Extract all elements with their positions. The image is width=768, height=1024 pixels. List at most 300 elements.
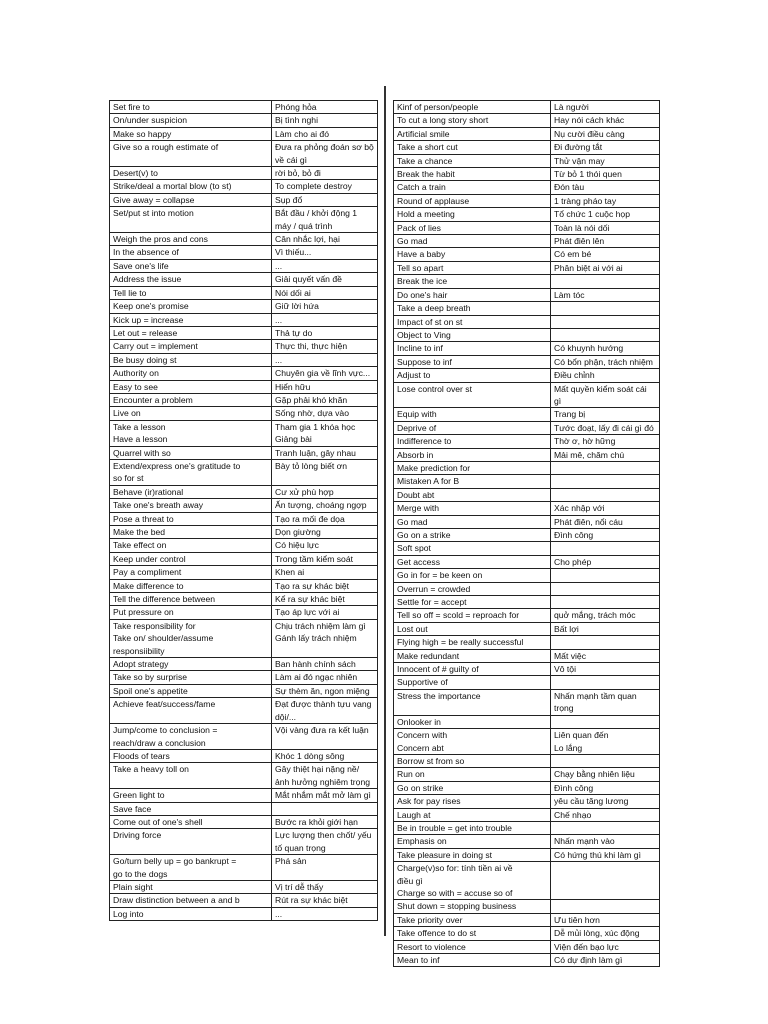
vietnamese-meaning-cell bbox=[551, 288, 660, 301]
english-phrase-cell bbox=[394, 596, 551, 609]
vocab-row bbox=[110, 684, 378, 697]
english-phrase-cell bbox=[394, 275, 551, 288]
vietnamese-meaning-cell bbox=[551, 275, 660, 288]
english-phrase-cell bbox=[394, 127, 551, 140]
english-phrase-cell bbox=[394, 781, 551, 794]
english-phrase-cell bbox=[394, 221, 551, 234]
english-phrase: Object to Ving bbox=[397, 329, 451, 340]
vietnamese-meaning: Từ bỏ 1 thói quen bbox=[554, 169, 622, 180]
english-phrase-cell bbox=[110, 485, 272, 498]
vocab-row bbox=[110, 907, 378, 920]
english-phrase: Make so happy bbox=[113, 128, 172, 139]
english-phrase: Go on a strike bbox=[397, 530, 451, 540]
english-phrase-cell bbox=[394, 141, 551, 154]
vietnamese-meaning: Ưu tiên hơn bbox=[554, 914, 600, 925]
vietnamese-meaning: Thờ ơ, hờ hững bbox=[554, 436, 616, 447]
vocab-row bbox=[394, 248, 660, 261]
vocab-row bbox=[394, 795, 660, 808]
vocab-row bbox=[394, 328, 660, 341]
vocab-row bbox=[110, 114, 378, 127]
vietnamese-meaning: Thả tự do bbox=[275, 327, 313, 338]
vietnamese-meaning: Gây thiệt hại nặng nề/ ảnh hưởng nghiêm trọng bbox=[275, 764, 371, 787]
vocab-row bbox=[394, 448, 660, 461]
vocab-row bbox=[394, 754, 660, 767]
vietnamese-meaning-cell bbox=[551, 940, 660, 953]
vietnamese-meaning: Chế nhạo bbox=[554, 809, 592, 820]
vietnamese-meaning-cell bbox=[272, 380, 378, 393]
english-phrase-cell bbox=[394, 382, 551, 408]
english-phrase: Kinf of person/people bbox=[397, 102, 479, 112]
vietnamese-meaning: Ấn tượng, choáng ngợp bbox=[275, 500, 367, 511]
english-phrase: Take a lesson Have a lesson bbox=[113, 421, 168, 445]
vietnamese-meaning-cell bbox=[551, 221, 660, 234]
vocab-row bbox=[394, 194, 660, 207]
english-phrase: Stress the importance bbox=[397, 690, 481, 701]
vietnamese-meaning-cell bbox=[551, 502, 660, 515]
vietnamese-meaning-cell bbox=[551, 848, 660, 861]
vietnamese-meaning-cell bbox=[272, 353, 378, 366]
vietnamese-meaning: ... bbox=[275, 354, 283, 365]
vocab-row bbox=[394, 940, 660, 953]
english-phrase: Green light to bbox=[113, 790, 165, 801]
vocab-row bbox=[110, 763, 378, 789]
vocab-row bbox=[110, 815, 378, 828]
vocabulary-table-right-body bbox=[394, 101, 660, 967]
english-phrase-cell bbox=[110, 552, 272, 565]
vocab-row bbox=[110, 526, 378, 539]
english-phrase: Innocent of # guilty of bbox=[397, 664, 479, 675]
vocab-row bbox=[394, 127, 660, 140]
english-phrase-cell bbox=[394, 114, 551, 127]
english-phrase: Lost out bbox=[397, 623, 428, 634]
english-phrase-cell bbox=[110, 658, 272, 671]
vietnamese-meaning-cell bbox=[272, 141, 378, 167]
english-phrase-cell bbox=[110, 459, 272, 485]
vietnamese-meaning-cell bbox=[551, 768, 660, 781]
vocab-row bbox=[110, 499, 378, 512]
vietnamese-meaning: Có hứng thú khi làm gì bbox=[554, 849, 641, 860]
english-phrase: Break the ice bbox=[397, 276, 448, 287]
english-phrase-cell bbox=[394, 461, 551, 474]
vietnamese-meaning-cell bbox=[272, 180, 378, 193]
vietnamese-meaning: Lực lượng then chốt/ yếu tố quan trọng bbox=[275, 830, 372, 853]
english-phrase-cell bbox=[394, 248, 551, 261]
vocab-row bbox=[394, 862, 660, 900]
english-phrase: Quarrel with so bbox=[113, 447, 171, 458]
vietnamese-meaning: Tổ chức 1 cuộc họp bbox=[554, 209, 630, 220]
english-phrase-cell bbox=[394, 194, 551, 207]
vietnamese-meaning-cell bbox=[272, 273, 378, 286]
vocab-row bbox=[394, 622, 660, 635]
english-phrase: Pose a threat to bbox=[113, 513, 174, 524]
english-phrase: Set/put st into motion bbox=[113, 208, 194, 219]
vocab-row bbox=[110, 259, 378, 272]
english-phrase: Behave (ir)rational bbox=[113, 486, 184, 497]
vietnamese-meaning-cell bbox=[551, 141, 660, 154]
vocabulary-table-left-body bbox=[110, 101, 378, 921]
english-phrase-cell bbox=[394, 715, 551, 728]
vietnamese-meaning: Dễ mủi lòng, xúc động bbox=[554, 928, 640, 939]
english-phrase: Adopt strategy bbox=[113, 659, 169, 670]
vocab-row bbox=[394, 315, 660, 328]
english-phrase: On/under suspicion bbox=[113, 115, 188, 126]
english-phrase-cell bbox=[110, 880, 272, 893]
vietnamese-meaning-cell bbox=[272, 420, 378, 446]
vietnamese-meaning-cell bbox=[551, 913, 660, 926]
english-phrase-cell bbox=[110, 499, 272, 512]
english-phrase: Charge(v)so for: tính tiền ai về điều gì Charge so with = accuse so of bbox=[397, 863, 513, 898]
vietnamese-meaning-cell bbox=[551, 609, 660, 622]
english-phrase: Make redundant bbox=[397, 650, 460, 661]
english-phrase: Take offence to do st bbox=[397, 928, 477, 939]
vocab-row bbox=[110, 326, 378, 339]
vietnamese-meaning: Rút ra sự khác biệt bbox=[275, 895, 348, 906]
vocab-row bbox=[394, 821, 660, 834]
vietnamese-meaning: yêu cầu tăng lương bbox=[554, 796, 629, 807]
english-phrase-cell bbox=[394, 900, 551, 913]
english-phrase: Adjust to bbox=[397, 370, 431, 381]
vietnamese-meaning-cell bbox=[551, 622, 660, 635]
vocab-row bbox=[110, 552, 378, 565]
vocab-row bbox=[394, 475, 660, 488]
vocab-row bbox=[110, 749, 378, 762]
vocab-row bbox=[394, 168, 660, 181]
vietnamese-meaning-cell bbox=[272, 619, 378, 657]
vocab-row bbox=[394, 435, 660, 448]
english-phrase: Take priority over bbox=[397, 914, 463, 925]
english-phrase: Deprive of bbox=[397, 422, 437, 433]
english-phrase-cell bbox=[110, 180, 272, 193]
vietnamese-meaning-cell bbox=[551, 154, 660, 167]
vocab-row bbox=[394, 689, 660, 715]
english-phrase-cell bbox=[110, 259, 272, 272]
vietnamese-meaning-cell bbox=[272, 802, 378, 815]
vocab-row bbox=[110, 446, 378, 459]
english-phrase: Pack of lies bbox=[397, 222, 441, 233]
english-phrase: Take responsibility for Take on/ shoulder/assume responsiibility bbox=[113, 620, 214, 656]
vietnamese-meaning-cell bbox=[551, 208, 660, 221]
english-phrase: Save face bbox=[113, 803, 152, 814]
vietnamese-meaning-cell bbox=[551, 328, 660, 341]
vietnamese-meaning: Nhấn mạnh vào bbox=[554, 836, 615, 847]
english-phrase-cell bbox=[110, 907, 272, 920]
english-phrase-cell bbox=[394, 154, 551, 167]
english-phrase: Take so by surprise bbox=[113, 672, 188, 683]
vietnamese-meaning: Liên quan đến Lo lắng bbox=[554, 730, 609, 753]
vocab-row bbox=[110, 193, 378, 206]
vietnamese-meaning-cell bbox=[272, 340, 378, 353]
vietnamese-meaning-cell bbox=[551, 715, 660, 728]
english-phrase-cell bbox=[394, 609, 551, 622]
english-phrase-cell bbox=[394, 181, 551, 194]
english-phrase-cell bbox=[394, 235, 551, 248]
english-phrase: Set fire to bbox=[113, 102, 150, 112]
english-phrase: Round of applause bbox=[397, 195, 470, 206]
english-phrase: Make the bed bbox=[113, 527, 166, 537]
vocab-row bbox=[110, 127, 378, 140]
vietnamese-meaning-cell bbox=[272, 193, 378, 206]
english-phrase: Break the habit bbox=[397, 169, 455, 180]
vietnamese-meaning-cell bbox=[551, 248, 660, 261]
english-phrase: Doubt abt bbox=[397, 489, 435, 500]
vietnamese-meaning-cell bbox=[272, 101, 378, 114]
vietnamese-meaning: Dọn giường bbox=[275, 527, 321, 537]
english-phrase-cell bbox=[394, 582, 551, 595]
english-phrase-cell bbox=[394, 954, 551, 967]
vietnamese-meaning-cell bbox=[272, 658, 378, 671]
vocab-row bbox=[110, 539, 378, 552]
english-phrase: Flying high = be really successful bbox=[397, 637, 524, 648]
english-phrase-cell bbox=[110, 606, 272, 619]
vietnamese-meaning-cell bbox=[272, 698, 378, 724]
english-phrase-cell bbox=[394, 676, 551, 689]
english-phrase: Hold a meeting bbox=[397, 209, 455, 220]
english-phrase: Take a deep breath bbox=[397, 303, 471, 314]
vietnamese-meaning-cell bbox=[272, 684, 378, 697]
vietnamese-meaning: Đưa ra phỏng đoán sơ bộ về cái gì bbox=[275, 142, 374, 165]
english-phrase-cell bbox=[394, 168, 551, 181]
vietnamese-meaning-cell bbox=[551, 408, 660, 421]
vocab-row bbox=[394, 369, 660, 382]
english-phrase-cell bbox=[110, 789, 272, 802]
english-phrase-cell bbox=[110, 127, 272, 140]
vocab-row bbox=[394, 382, 660, 408]
english-phrase-cell bbox=[394, 421, 551, 434]
vietnamese-meaning: Nụ cười điều càng bbox=[554, 128, 625, 139]
vietnamese-meaning-cell bbox=[272, 880, 378, 893]
vocabulary-table-left bbox=[109, 100, 378, 921]
vietnamese-meaning-cell bbox=[551, 315, 660, 328]
english-phrase-cell bbox=[110, 684, 272, 697]
english-phrase-cell bbox=[394, 636, 551, 649]
english-phrase-cell bbox=[394, 663, 551, 676]
vocab-row bbox=[394, 555, 660, 568]
english-phrase: Supportive of bbox=[397, 677, 448, 688]
vietnamese-meaning-cell bbox=[272, 724, 378, 750]
vietnamese-meaning-cell bbox=[551, 448, 660, 461]
vietnamese-meaning-cell bbox=[272, 749, 378, 762]
vietnamese-meaning: Đình công bbox=[554, 530, 594, 540]
english-phrase-cell bbox=[394, 729, 551, 755]
vietnamese-meaning-cell bbox=[272, 566, 378, 579]
vocab-row bbox=[394, 221, 660, 234]
english-phrase: Run on bbox=[397, 769, 425, 780]
vocab-row bbox=[110, 313, 378, 326]
vocab-row bbox=[394, 235, 660, 248]
english-phrase-cell bbox=[394, 689, 551, 715]
english-phrase: Take one's breath away bbox=[113, 500, 204, 511]
english-phrase: Let out = release bbox=[113, 327, 178, 338]
vietnamese-meaning-cell bbox=[272, 763, 378, 789]
vocab-row bbox=[110, 619, 378, 657]
vietnamese-meaning: Mải mê, chăm chú bbox=[554, 449, 625, 460]
vietnamese-meaning: Bước ra khỏi giới hạn bbox=[275, 816, 358, 827]
vietnamese-meaning: Sụp đổ bbox=[275, 194, 303, 205]
english-phrase: Resort to violence bbox=[397, 941, 466, 952]
english-phrase-cell bbox=[110, 353, 272, 366]
vocab-row bbox=[110, 566, 378, 579]
vietnamese-meaning: Gặp phải khó khăn bbox=[275, 394, 348, 405]
english-phrase-cell bbox=[110, 367, 272, 380]
vietnamese-meaning-cell bbox=[551, 369, 660, 382]
english-phrase: Plain sight bbox=[113, 881, 153, 892]
english-phrase-cell bbox=[110, 698, 272, 724]
vietnamese-meaning: rời bỏ, bỏ đi bbox=[275, 168, 321, 179]
vietnamese-meaning-cell bbox=[551, 114, 660, 127]
english-phrase-cell bbox=[394, 529, 551, 542]
vietnamese-meaning: Nhấn mạnh tầm quan trọng bbox=[554, 690, 637, 714]
english-phrase-cell bbox=[110, 671, 272, 684]
vietnamese-meaning-cell bbox=[551, 781, 660, 794]
vietnamese-meaning-cell bbox=[551, 795, 660, 808]
english-phrase: Do one's hair bbox=[397, 289, 448, 300]
english-phrase: Artificial smile bbox=[397, 128, 450, 139]
english-phrase-cell bbox=[110, 566, 272, 579]
vietnamese-meaning-cell bbox=[272, 367, 378, 380]
vietnamese-meaning: Vì thiếu... bbox=[275, 247, 312, 258]
vietnamese-meaning: Chạy bằng nhiên liệu bbox=[554, 769, 635, 780]
english-phrase: Lose control over st bbox=[397, 383, 472, 394]
vocab-row bbox=[110, 593, 378, 606]
english-phrase-cell bbox=[110, 512, 272, 525]
vocab-row bbox=[394, 154, 660, 167]
vocab-row bbox=[394, 342, 660, 355]
vietnamese-meaning-cell bbox=[272, 894, 378, 907]
vocab-row bbox=[110, 180, 378, 193]
english-phrase-cell bbox=[394, 101, 551, 114]
english-phrase-cell bbox=[394, 835, 551, 848]
vietnamese-meaning: Đạt được thành tựu vang dội/... bbox=[275, 699, 372, 722]
english-phrase: Live on bbox=[113, 408, 141, 419]
english-phrase-cell bbox=[394, 515, 551, 528]
vietnamese-meaning: Có hiệu lực bbox=[275, 540, 319, 551]
vocab-row bbox=[110, 829, 378, 855]
vietnamese-meaning-cell bbox=[272, 259, 378, 272]
vietnamese-meaning-cell bbox=[551, 835, 660, 848]
vietnamese-meaning: Đình công bbox=[554, 782, 594, 793]
vocab-row bbox=[110, 698, 378, 724]
vietnamese-meaning-cell bbox=[272, 446, 378, 459]
vietnamese-meaning: Có dự định làm gì bbox=[554, 955, 623, 965]
english-phrase: Settle for = accept bbox=[397, 597, 467, 608]
english-phrase: Get access bbox=[397, 556, 440, 567]
vietnamese-meaning-cell bbox=[551, 729, 660, 755]
vietnamese-meaning: 1 tràng pháo tay bbox=[554, 195, 617, 206]
vietnamese-meaning: Chịu trách nhiệm làm gì Gánh lấy trách nhiệm bbox=[275, 620, 366, 644]
vocabulary-table-right bbox=[393, 100, 660, 967]
vocab-row bbox=[394, 663, 660, 676]
vocab-row bbox=[110, 658, 378, 671]
vietnamese-meaning-cell bbox=[551, 181, 660, 194]
english-phrase-cell bbox=[394, 555, 551, 568]
vietnamese-meaning: Phân biệt ai với ai bbox=[554, 262, 623, 273]
english-phrase-cell bbox=[394, 569, 551, 582]
vietnamese-meaning: Làm ai đó ngạc nhiên bbox=[275, 672, 358, 683]
vietnamese-meaning: Bất lợi bbox=[554, 623, 579, 634]
vocab-row bbox=[394, 582, 660, 595]
english-phrase-cell bbox=[110, 313, 272, 326]
vietnamese-meaning: Khóc 1 dòng sông bbox=[275, 750, 345, 761]
vietnamese-meaning-cell bbox=[272, 593, 378, 606]
vietnamese-meaning-cell bbox=[551, 582, 660, 595]
vocab-row bbox=[394, 636, 660, 649]
english-phrase-cell bbox=[110, 393, 272, 406]
vietnamese-meaning: Bắt đầu / khởi động 1 máy / quá trình bbox=[275, 208, 358, 231]
english-phrase-cell bbox=[394, 261, 551, 274]
english-phrase: Go on strike bbox=[397, 782, 444, 793]
vietnamese-meaning-cell bbox=[551, 101, 660, 114]
vocab-row bbox=[110, 246, 378, 259]
vietnamese-meaning: To complete destroy bbox=[275, 181, 352, 192]
vietnamese-meaning: Vô tội bbox=[554, 664, 576, 675]
english-phrase: Log into bbox=[113, 908, 144, 919]
vietnamese-meaning: Là người bbox=[554, 102, 589, 112]
vietnamese-meaning: Cân nhắc lợi, hại bbox=[275, 234, 340, 245]
vocab-row bbox=[394, 848, 660, 861]
english-phrase-cell bbox=[110, 286, 272, 299]
vocab-row bbox=[394, 542, 660, 555]
english-phrase: Give away = collapse bbox=[113, 194, 195, 205]
english-phrase: Ask for pay rises bbox=[397, 796, 461, 807]
vocab-row bbox=[394, 609, 660, 622]
vocab-row bbox=[110, 671, 378, 684]
vocab-row bbox=[394, 529, 660, 542]
english-phrase-cell bbox=[110, 802, 272, 815]
vietnamese-meaning: Đón tàu bbox=[554, 182, 585, 193]
english-phrase: Make prediction for bbox=[397, 462, 471, 473]
vietnamese-meaning: Mất việc bbox=[554, 650, 586, 661]
vocab-row bbox=[110, 855, 378, 881]
english-phrase-cell bbox=[110, 619, 272, 657]
english-phrase: Impact of st on st bbox=[397, 316, 463, 327]
english-phrase-cell bbox=[394, 913, 551, 926]
vietnamese-meaning: Mất quyền kiểm soát cái gì bbox=[554, 383, 647, 406]
english-phrase: Equip with bbox=[397, 409, 437, 420]
english-phrase: Overrun = crowded bbox=[397, 583, 471, 594]
vocab-row bbox=[394, 569, 660, 582]
vocab-row bbox=[110, 340, 378, 353]
english-phrase: Give so a rough estimate of bbox=[113, 142, 219, 153]
english-phrase-cell bbox=[110, 300, 272, 313]
english-phrase-cell bbox=[394, 649, 551, 662]
vocab-row bbox=[110, 512, 378, 525]
vietnamese-meaning-cell bbox=[272, 855, 378, 881]
vocab-row bbox=[394, 288, 660, 301]
english-phrase-cell bbox=[110, 101, 272, 114]
vietnamese-meaning-cell bbox=[551, 168, 660, 181]
vietnamese-meaning-cell bbox=[551, 488, 660, 501]
vocab-row bbox=[394, 421, 660, 434]
vietnamese-meaning-cell bbox=[272, 485, 378, 498]
vietnamese-meaning-cell bbox=[272, 539, 378, 552]
english-phrase: Absorb in bbox=[397, 449, 434, 460]
vietnamese-meaning: Cho phép bbox=[554, 556, 592, 567]
english-phrase-cell bbox=[394, 862, 551, 900]
english-phrase-cell bbox=[110, 114, 272, 127]
vietnamese-meaning: Tạo áp lực với ai bbox=[275, 607, 340, 618]
vietnamese-meaning: Khen ai bbox=[275, 567, 305, 578]
vocab-row bbox=[394, 502, 660, 515]
english-phrase-cell bbox=[394, 542, 551, 555]
vietnamese-meaning: ... bbox=[275, 260, 283, 271]
vietnamese-meaning: Tước đoạt, lấy đi cái gì đó bbox=[554, 422, 654, 433]
english-phrase: Mean to inf bbox=[397, 955, 440, 965]
english-phrase: Concern with Concern abt bbox=[397, 730, 448, 753]
english-phrase-cell bbox=[110, 407, 272, 420]
vocab-row bbox=[394, 101, 660, 114]
vietnamese-meaning: Thực thi, thực hiện bbox=[275, 341, 348, 352]
english-phrase-cell bbox=[394, 355, 551, 368]
